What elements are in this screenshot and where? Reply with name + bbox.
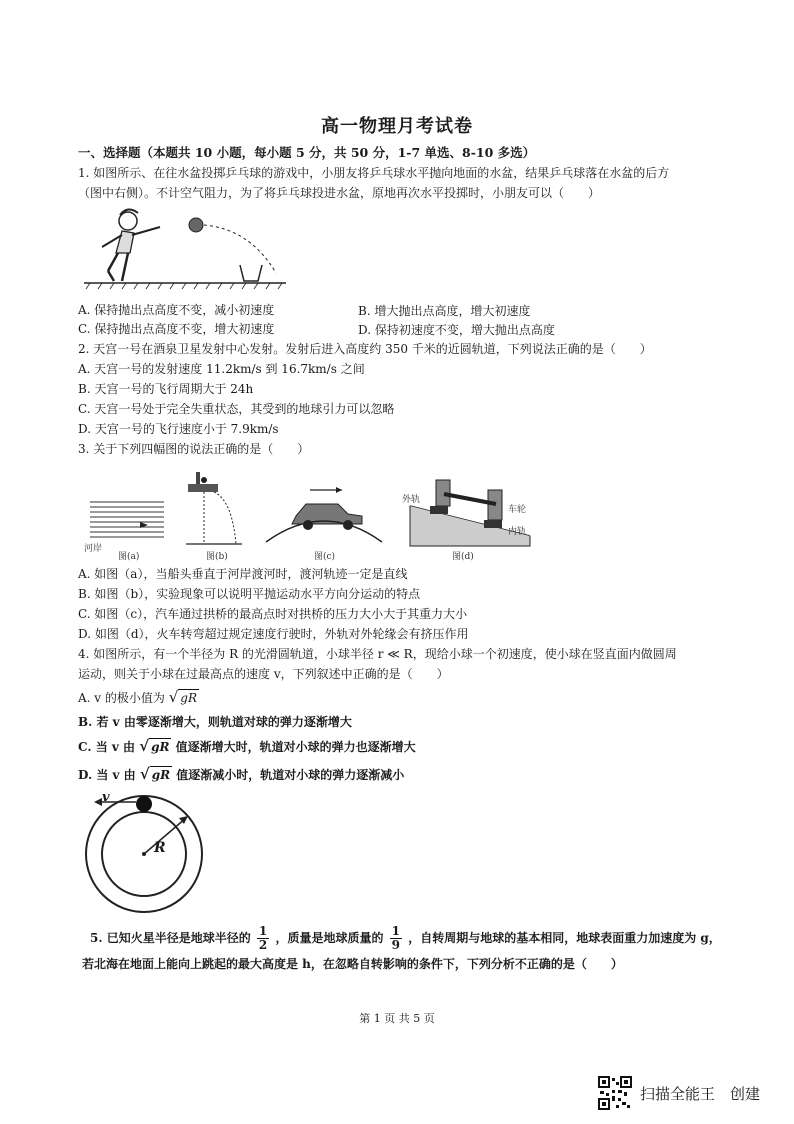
q5-text-2: ，质量是地球质量的	[275, 931, 384, 945]
q2-stem: 2. 天宫一号在酒泉卫星发射中心发射。发射后进入高度约 350 千米的近圆轨道，下列说法正确的是（ ）	[78, 342, 652, 356]
q3-inner-rail-label: 内轨	[508, 527, 527, 537]
q4-sqrt-gR: gR	[180, 691, 197, 705]
q1-option-b: B. 增大抛出点高度，增大初速度	[358, 304, 531, 318]
q4-option-c: C. 当 v 由 √ gR 值逐渐增大时，轨道对小球的弹力也逐渐增大	[78, 737, 416, 755]
page-title: 高一物理月考试卷	[321, 116, 473, 137]
q2-option-a: A. 天宫一号的发射速度 11.2km/s 到 16.7km/s 之间	[78, 362, 365, 376]
q3-caption-d: 图(d)	[452, 552, 474, 562]
q4-option-b: B. 若 v 由零逐渐增大，则轨道对球的弹力逐渐增大	[78, 715, 352, 729]
scanner-watermark: 扫描全能王 创建	[640, 1085, 761, 1103]
q3-option-c: C. 如图（c），汽车通过拱桥的最高点时对拱桥的压力大小大于其重力大小	[78, 607, 468, 621]
q3-wheel-label: 车轮	[508, 505, 527, 515]
q3-caption-b: 图(b)	[206, 552, 228, 562]
q4-option-c-sqrt: gR	[151, 740, 170, 754]
q4-option-d-pre: D. 当 v 由	[78, 768, 136, 782]
q1-option-d: D. 保持初速度不变，增大抛出点高度	[358, 323, 555, 337]
q1-stem-line1: 1. 如图所示、在往水盆投掷乒乓球的游戏中，小朋友将乒乓球水平抛向地面的水盆，结果乒乓球落在水盆的后方	[78, 166, 670, 180]
q3-figure-c	[262, 480, 386, 546]
q5-fraction-radius: $\frac{1}{2}$	[258, 924, 268, 952]
q4-option-a-text: A. v 的极小值为	[78, 691, 165, 705]
section-heading: 一、选择题（本题共 10 小题，每小题 5 分，共 50 分，1-7 单选、8-10 多选）	[78, 145, 536, 160]
q4-option-d-post: 值逐渐减小时，轨道对小球的弹力逐渐减小	[176, 768, 405, 782]
q2-option-b: B. 天宫一号的飞行周期大于 24h	[78, 382, 254, 396]
q5-text-1: 5. 已知火星半径是地球半径的	[90, 931, 251, 945]
q4-option-d-sqrt: gR	[151, 768, 171, 782]
q5-text-3: ，自转周期与地球的基本相同，地球表面重力加速度为 g，	[408, 931, 721, 945]
q3-option-a: A. 如图（a），当船头垂直于河岸渡河时，渡河轨迹一定是直线	[78, 567, 408, 581]
q4-option-a: A. v 的极小值为 √ gR	[78, 688, 197, 706]
q4-option-d: D. 当 v 由 √ gR 值逐渐减小时，轨道对小球的弹力逐渐减小	[78, 765, 405, 783]
q1-option-c: C. 保持抛出点高度不变，增大初速度	[78, 322, 275, 336]
q2-option-c: C. 天宫一号处于完全失重状态，其受到的地球引力可以忽略	[78, 402, 395, 416]
q4-stem-line1: 4. 如图所示，有一个半径为 R 的光滑圆轨道，小球半径 r ≪ R，现给小球一个初速度，使小球在竖直面内做圆周	[78, 647, 677, 661]
q5-stem-line2: 若北海在地面上能向上跳起的最大高度是 h，在忽略自转影响的条件下，下列分析不正确的是（ ）	[82, 957, 623, 971]
q3-figure-a	[84, 498, 170, 544]
q4-label-v: v	[102, 790, 110, 805]
q4-circle-track-figure	[82, 790, 210, 918]
q4-option-c-post: 值逐渐增大时，轨道对小球的弹力也逐渐增大	[175, 740, 416, 754]
q5-fraction-mass: $\frac{1}{9}$	[391, 924, 401, 952]
q5-stem-line1	[90, 925, 721, 952]
q1-option-a: A. 保持抛出点高度不变，减小初速度	[78, 303, 275, 317]
qr-code-icon	[598, 1076, 632, 1110]
page-footer: 第 1 页 共 5 页	[359, 1012, 435, 1025]
q4-option-c-pre: C. 当 v 由	[78, 740, 136, 754]
q3-caption-c: 图(c)	[314, 552, 336, 562]
q3-river-label: 河岸	[84, 544, 103, 554]
q4-stem-line2: 运动，则关于小球在过最高点的速度 v，下列叙述中正确的是（ ）	[78, 667, 449, 681]
q4-label-R: R	[154, 840, 166, 856]
q3-caption-a: 图(a)	[118, 552, 140, 562]
q2-option-d: D. 天宫一号的飞行速度小于 7.9km/s	[78, 422, 279, 436]
q1-stem-line2: （图中右侧）。不计空气阻力，为了将乒乓球投进水盆，原地再次水平投掷时，小朋友可以（ ）	[78, 186, 601, 200]
q1-figure	[80, 205, 290, 293]
q3-option-d: D. 如图（d），火车转弯超过规定速度行驶时，外轨对外轮缘会有挤压作用	[78, 627, 469, 641]
q3-stem: 3. 关于下列四幅图的说法正确的是（ ）	[78, 442, 310, 456]
q3-option-b: B. 如图（b），实验现象可以说明平抛运动水平方向分运动的特点	[78, 587, 421, 601]
q3-outer-rail-label: 外轨	[402, 495, 421, 505]
q3-figure-b	[184, 470, 244, 548]
